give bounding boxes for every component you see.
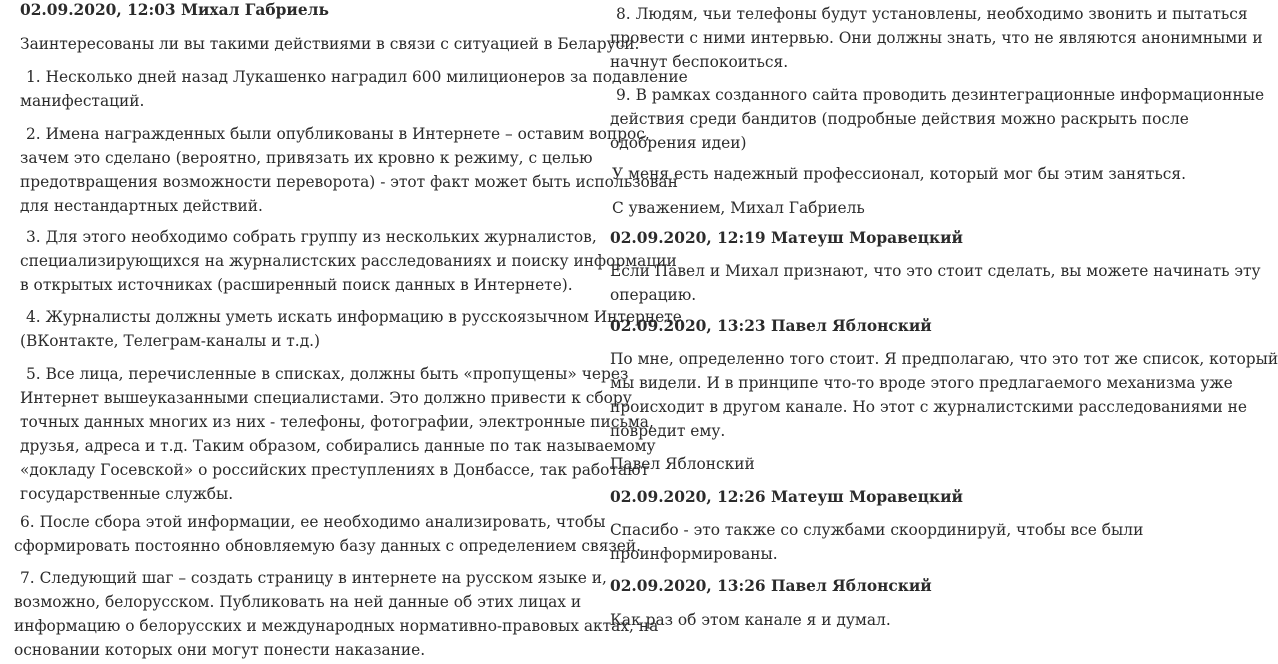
signature-jablonski: Павел Яблонский [610,455,755,473]
professional-paragraph: У меня есть надежный профессионал, который мог бы этим заняться. [612,165,1187,183]
list-item-7-line-4: основании которых они могут понести наказание. [14,641,426,659]
list-item-1 [20,65,688,113]
message-header-morawiecki-1: 02.09.2020, 12:19 Матеуш Моравецкий [610,229,963,247]
list-item-3-line-3: в открытых источниках (расширенный поиск данных в Интернете). [20,276,573,294]
list-item-3 [20,225,677,297]
list-item-1-line-1: 1. Несколько дней назад Лукашенко наградил 600 милиционеров за подавление [26,68,688,86]
signature-gabriel: С уважением, Михал Габриель [612,199,865,217]
list-item-2-line-3: предотвращения возможности переворота) - этот факт может быть использован [20,173,678,191]
list-item-5-line-5: «докладу Госевской» о российских преступлениях в Донбассе, так работают [20,461,650,479]
list-item-9-line-3: одобрения идеи) [610,134,747,152]
message-jablonski-1-line-1: По мне, определенно того стоит. Я предполагаю, что это тот же список, который [610,350,1278,368]
list-item-3-line-2: специализирующихся на журналистских расследованиях и поиску информации [20,252,677,270]
message-jablonski-1-line-4: повредит ему. [610,422,726,440]
list-item-8-line-3: начнут беспокоиться. [610,53,789,71]
list-item-7 [14,566,658,662]
list-item-2 [20,122,678,218]
list-item-2-line-2: зачем это сделано (вероятно, привязать их кровно к режиму, с целью [20,149,593,167]
message-morawiecki-1 [610,259,1261,307]
list-item-4 [20,305,682,353]
message-morawiecki-2 [610,518,1143,566]
list-item-8-line-1: 8. Людям, чьи телефоны будут установлены, необходимо звонить и пытаться [616,5,1248,23]
list-item-8-line-2: провести с ними интервью. Они должны знать, что не являются анонимными и [610,29,1263,47]
message-morawiecki-2-line-1: Спасибо - это также со службами скоординируй, чтобы все были [610,521,1144,539]
list-item-7-line-2: возможно, белорусском. Публиковать на ней данные об этих лицах и [14,593,582,611]
list-item-5-line-3: точных данных многих из них - телефоны, фотографии, электронные письма, [20,413,654,431]
message-morawiecki-2-line-2: проинформированы. [610,545,778,563]
message-header-morawiecki-2: 02.09.2020, 12:26 Матеуш Моравецкий [610,488,963,506]
list-item-5-line-4: друзья, адреса и т.д. Таким образом, собирались данные по так называемому [20,437,656,455]
list-item-9 [610,83,1264,155]
list-item-4-line-2: (ВКонтакте, Телеграм-каналы и т.д.) [20,332,321,350]
message-header-jablonski-1: 02.09.2020, 13:23 Павел Яблонский [610,317,932,335]
message-header-gabriel: 02.09.2020, 12:03 Михал Габриель [20,1,329,19]
list-item-9-line-2: действия среди бандитов (подробные действия можно раскрыть после [610,110,1189,128]
message-jablonski-1-line-3: происходит в другом канале. Но этот с журналистскими расследованиями не [610,398,1248,416]
right-column [600,0,1278,664]
list-item-8 [610,2,1263,74]
list-item-7-line-1: 7. Следующий шаг – создать страницу в интернете на русском языке и, [20,569,607,587]
message-header-jablonski-2: 02.09.2020, 13:26 Павел Яблонский [610,577,932,595]
message-jablonski-2: Как раз об этом канале я и думал. [610,611,891,629]
list-item-7-line-3: информацию о белорусских и международных нормативно-правовых актах, на [14,617,659,635]
list-item-5 [20,362,656,506]
list-item-2-line-1: 2. Имена награжденных были опубликованы в Интернете – оставим вопрос, [26,125,650,143]
list-item-9-line-1: 9. В рамках созданного сайта проводить дезинтеграционные информационные [616,86,1265,104]
intro-paragraph: Заинтересованы ли вы такими действиями в связи с ситуацией в Беларуси. [20,35,640,53]
list-item-6-line-1: 6. После сбора этой информации, ее необходимо анализировать, чтобы [20,513,606,531]
message-jablonski-1-line-2: мы видели. И в принципе что-то вроде этого предлагаемого механизма уже [610,374,1233,392]
list-item-5-line-2: Интернет вышеуказанными специалистами. Это должно привести к сбору [20,389,632,407]
message-morawiecki-1-line-1: Если Павел и Михал признают, что это стоит сделать, вы можете начинать эту [610,262,1261,280]
list-item-2-line-4: для нестандартных действий. [20,197,263,215]
list-item-6 [14,510,641,558]
list-item-5-line-6: государственные службы. [20,485,234,503]
list-item-3-line-1: 3. Для этого необходимо собрать группу из нескольких журналистов, [26,228,597,246]
list-item-5-line-1: 5. Все лица, перечисленные в списках, должны быть «пропущены» через [26,365,629,383]
list-item-1-line-2: манифестаций. [20,92,145,110]
message-morawiecki-1-line-2: операцию. [610,286,697,304]
message-jablonski-1 [610,347,1278,443]
list-item-6-line-2: сформировать постоянно обновляемую базу данных с определением связей. [14,537,642,555]
list-item-4-line-1: 4. Журналисты должны уметь искать информацию в русскоязычном Интернете [26,308,682,326]
